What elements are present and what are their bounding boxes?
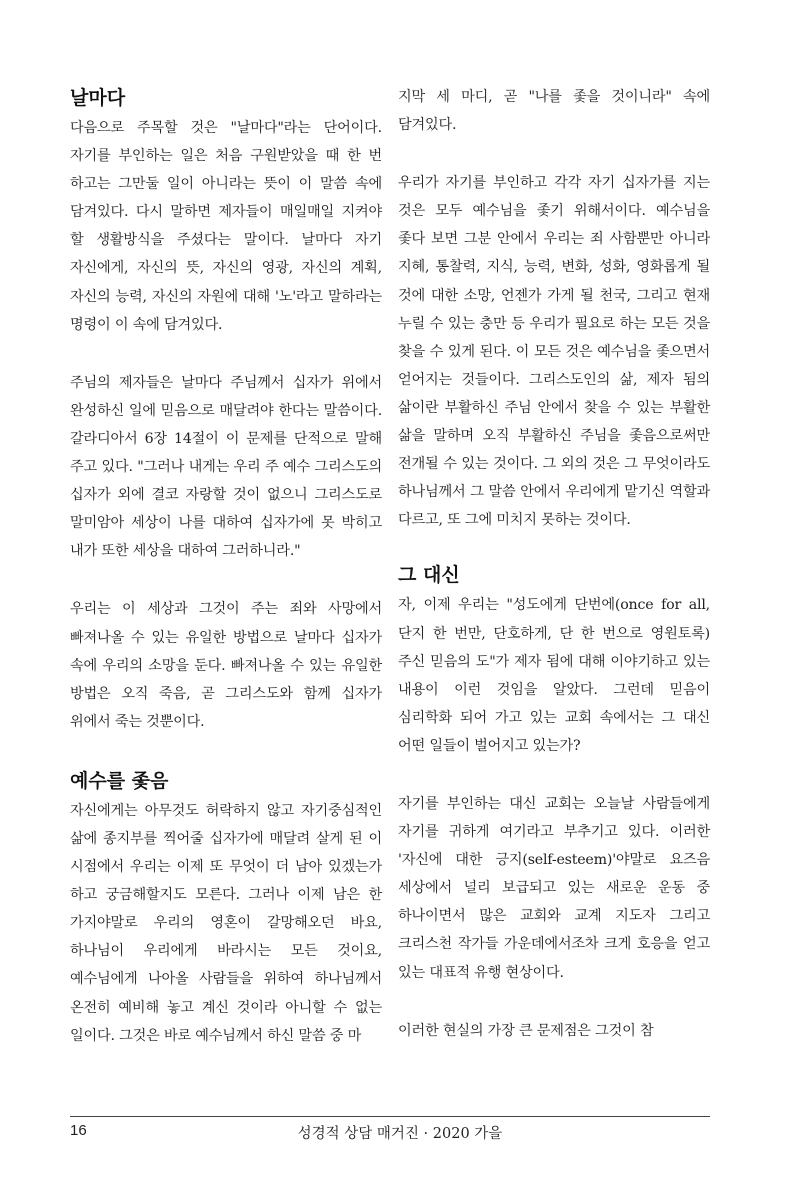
section-heading-daily: 날마다: [70, 87, 126, 109]
paragraph-gap: [70, 736, 382, 766]
section-heading-instead: 그 대신: [398, 564, 460, 587]
paragraph-gap: [398, 987, 710, 1017]
footer-title: 성경적 상담 매거진 · 2020 가을: [297, 1126, 503, 1142]
paragraph-gap: [398, 534, 710, 560]
footer-divider: [70, 1116, 710, 1117]
paragraph: 주님의 제자들은 날마다 주님께서 십자가 위에서 완성하신 일에 믿음으로 매달려야 한다는 말씀이다. 갈라디아서 6장 14절이 이 문제를 단적으로 말해 주고 있다. "그러나 내게는 우리 주 예수 그리스도의 십자가 외에 결코 자랑할 것이 없으니 그리스도로 말미암아 세상이 나를 대하여 십자가에 못 박히고 내가 또한 세상을 대하여 그러하니라.": [70, 374, 382, 560]
paragraph: 이러한 현실의 가장 큰 문제점은 그것이 참: [398, 1022, 654, 1039]
paragraph: 자신에게는 아무것도 허락하지 않고 자기중심적인 삶에 종지부를 찍어줄 십자가에 매달려 살게 된 이 시점에서 우리는 이제 또 무엇이 더 남아 있겠는가 하고 궁금해할지도 모른다. 그러나 이제 남은 한 가지야말로 우리의 영혼이 갈망해오던 바요, 하나님이 우리에게 바라시는 모든 것이요, 예수님에게 나아올 사람들을 위하여 하나님께서 온전히 예비해 놓고 계신 것이라 아니할 수 없는 일이다. 그것은 바로 예수님께서 하신 말씀 중 마: [70, 802, 382, 1044]
right-column: [398, 83, 710, 1045]
paragraph-gap: [70, 339, 382, 369]
paragraph: 지막 세 마디, 곧 "나를 좇을 것이니라" 속에 담겨있다.: [398, 89, 710, 134]
section-heading-following-jesus: 예수를 좇음: [70, 769, 169, 792]
paragraph: 우리는 이 세상과 그것이 주는 죄와 사망에서 빠져나올 수 있는 유일한 방법으로 날마다 십자가 속에 우리의 소망을 둔다. 빠져나올 수 있는 유일한 방법은 오직 죽음, 곧 그리스도와 함께 십자가 위에서 죽는 것뿐이다.: [70, 601, 382, 730]
page-number: 16: [70, 1122, 87, 1139]
paragraph: 자, 이제 우리는 "성도에게 단번에(once for all, 단지 한 번만, 단호하게, 단 한 번으로 영원토록) 주신 믿음의 도"가 제자 됨에 대해 이야기하고 있는 내용이 이런 것임을 알았다. 그런데 믿음이 심리학화 되어 가고 있는 교회 속에서는 그 대신 어떤 일들이 벌어지고 있는가?: [398, 597, 710, 754]
left-column: [70, 83, 382, 1050]
paragraph: 다음으로 주목할 것은 "날마다"라는 단어이다. 자기를 부인하는 일은 처음 구원받았을 때 한 번 하고는 그만둘 일이 아니라는 뜻이 이 말씀 속에 담겨있다. 다시 말하면 제자들이 매일매일 지켜야 할 생활방식을 주셨다는 말이다. 날마다 자기 자신에게, 자신의 뜻, 자신의 영광, 자신의 계획, 자신의 능력, 자신의 자원에 대해 '노'라고 말하라는 명령이 이 속에 담겨있다.: [70, 120, 382, 333]
paragraph: 우리가 자기를 부인하고 각각 자기 십자가를 지는 것은 모두 예수님을 좇기 위해서이다. 예수님을 좇다 보면 그분 안에서 우리는 죄 사함뿐만 아니라 지혜, 통찰력, 지식, 능력, 변화, 성화, 영화롭게 될 것에 대한 소망, 언젠가 가게 될 천국, 그리고 현재 누릴 수 있는 충만 등 우리가 필요로 하는 모든 것을 찾을 수 있게 된다. 이 모든 것은 예수님을 좇으면서 얻어지는 것들이다. 그리스도인의 삶, 제자 됨의 삶이란 부활하신 주님 안에서 찾을 수 있는 부활한 삶을 말하며 오직 부활하신 주님을 좇음으로써만 전개될 수 있는 것이다. 그 외의 것은 그 무엇이라도 하나님께서 그 말씀 안에서 우리에게 맡기신 역할과 다르고, 또 그에 미치지 못하는 것이다.: [398, 175, 710, 529]
paragraph-gap: [398, 760, 710, 790]
paragraph: 자기를 부인하는 대신 교회는 오늘날 사람들에게 자기를 귀하게 여기라고 부추기고 있다. 이러한 '자신에 대한 긍지(self-esteem)'야말로 요즈음 세상에서 널리 보급되고 있는 새로운 운동 중 하나이면서 많은 교회와 교계 지도자 그리고 크리스천 작가들 가운데에서조차 크게 호응을 얻고 있는 대표적 유행 현상이다.: [398, 795, 710, 981]
paragraph-gap: [398, 139, 710, 169]
paragraph-gap: [70, 565, 382, 595]
